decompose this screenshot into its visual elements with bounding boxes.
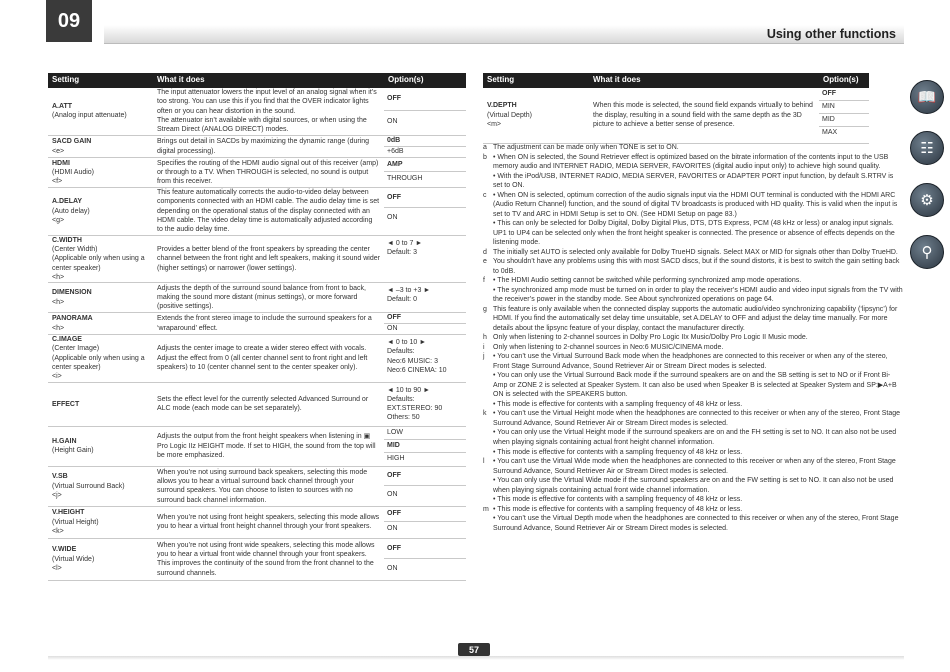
setting-subtitle: (Center Width): [52, 245, 98, 253]
setting-options: [384, 506, 466, 538]
footnote: [483, 457, 903, 505]
setting-subtitle: <j>: [52, 491, 62, 499]
search-icon[interactable]: ⚲: [910, 235, 944, 269]
footnote-text: [493, 457, 903, 505]
option-value: AMP: [384, 158, 466, 172]
option-value: ◄ 10 to 90 ► Defaults: EXT.STEREO: 90 Others: 50: [387, 386, 443, 422]
setting-name-cell: [48, 283, 153, 313]
setting-options: [384, 538, 466, 580]
footnote-letter: k: [483, 410, 487, 418]
footnote-paragraph: • This mode is effective for contents with a sampling frequency of 48 kHz or less.: [493, 448, 743, 456]
setting-subtitle: (Virtual Depth): [487, 111, 533, 119]
option-value: ◄ 0 to 10 ► Defaults: Neo:6 MUSIC: 3 Neo:6 CINEMA: 10: [387, 339, 447, 374]
footnote-text: [493, 257, 903, 276]
setting-options: [384, 335, 466, 382]
settings-table-right: [483, 73, 869, 144]
setting-name: HDMI: [52, 159, 70, 167]
setting-name-cell: [48, 136, 153, 158]
footnote-letter: a: [483, 144, 487, 151]
option-value: MID: [819, 114, 869, 127]
footnote-paragraph: Only when listening to 2-channel sources in Dolby Pro Logic IIx Music/Dolby Pro Logic II Music mode.: [493, 334, 808, 342]
header-what-it-does: What it does: [589, 73, 819, 88]
footnote-letter: b: [483, 153, 487, 161]
footnote-letter: h: [483, 334, 487, 342]
footnote-paragraph: • This mode is effective for contents with a sampling frequency of 48 kHz or less.: [493, 505, 743, 513]
setting-name: V.WIDE: [52, 546, 77, 554]
footnote-text: [493, 305, 903, 334]
option-value: OFF: [384, 313, 466, 324]
footnote-paragraph: • You can only use the Virtual Wide mode if the surround speakers are on and the FW setting is set to NO. It can also not be used when playing signals containing actual front wide channel information.: [493, 477, 894, 494]
setting-subtitle: <m>: [487, 121, 502, 129]
footnote-letter: i: [483, 343, 485, 351]
footer-bar: [48, 656, 904, 660]
setting-subtitle: (Applicable only when using a center speaker): [52, 255, 145, 272]
footnote-letter: d: [483, 248, 487, 256]
footnote: [483, 257, 903, 276]
setting-description: The input attenuator lowers the input level of an analog signal when it’s too strong. You can use this if you find that the OVER indicator lights often or you can hear distortion in the sound. The attenuator isn’t available with digital sources, or when using the Stream Direct (ANALOG DIRECT) modes.: [153, 88, 384, 136]
setting-name: PANORAMA: [52, 315, 93, 323]
option-value: THROUGH: [387, 174, 423, 182]
page-number: 57: [458, 643, 490, 656]
setting-options: [384, 283, 466, 313]
setting-row: [48, 506, 466, 538]
option-value: ON: [387, 213, 398, 221]
option-value: ON: [387, 564, 398, 572]
footnote-paragraph: The adjustment can be made only when TONE is set to ON.: [493, 144, 679, 151]
setting-name: DIMENSION: [52, 289, 92, 297]
settings-table-left: [48, 73, 466, 581]
header-setting: Setting: [48, 73, 153, 88]
option-value: ON: [387, 525, 398, 533]
footnote-paragraph: • You can’t use the Virtual Depth mode when the headphones are connected to this receiver or when any of the stereo, Front Stage Surround Advance, Sound Retriever Air or Stream Direct modes is selected.: [493, 515, 899, 532]
option-value: ON: [387, 491, 398, 499]
setting-name-cell: [48, 538, 153, 580]
setting-name: V.DEPTH: [487, 102, 517, 110]
option-value: MIN: [819, 101, 869, 114]
footnote-letter: j: [483, 353, 485, 361]
setting-name-cell: [48, 335, 153, 382]
chapter-number: 09: [46, 0, 92, 42]
option-value: +6dB: [387, 148, 404, 156]
footnote-paragraph: • You can’t use the Virtual Height mode when the headphones are connected to this receiver or when any of the stereo, Front Stage Surround Advance, Sound Retriever Air or Stream Direct modes is selected.: [493, 410, 901, 427]
footnote-paragraph: • The HDMI Audio setting cannot be switched while performing synchronized amp mode operations.: [493, 277, 802, 285]
footnote-paragraph: The initially set AUTO is selected only available for Dolby TrueHD signals. Select MAX or MID for signals other than Dolby TrueHD.: [493, 248, 898, 256]
setting-name-cell: [48, 188, 153, 235]
setting-row: [48, 538, 466, 580]
setting-row: [48, 88, 466, 136]
footnote: [483, 153, 903, 191]
setting-row: [48, 313, 466, 335]
footnote-letter: l: [483, 458, 485, 466]
footnote-paragraph: • When ON is selected, the Sound Retriever effect is optimized based on the bitrate information of the contents input to the USB memory audio and INTERNET RADIO, MEDIA SERVER, FAVORITES (digital audio input only) to achieve high sound quality.: [493, 153, 889, 171]
footnote-paragraph: • You can only use the Virtual Surround Back mode if the surround speakers are on and the SB setting is set to NO or if Front Bi-Amp or ZONE 2 is selected at Speaker System. It can also be used when Speaker B is selected at Speaker System and SP:▶A+B ON is selected with the SPEAKERS button.: [493, 372, 897, 399]
setting-row: [48, 283, 466, 313]
option-value: HIGH: [387, 455, 405, 463]
setting-description: When you’re not using front height speakers, selecting this mode allows you to hear a virtual front height channel through your front speakers.: [153, 506, 384, 538]
footnote-paragraph: • You can’t use the Virtual Wide mode when the headphones are connected to this receiver or when any of the stereo, Front Stage Surround Advance, Sound Retriever Air or Stream Direct modes is selected.: [493, 458, 896, 475]
setting-subtitle: <h>: [52, 324, 65, 332]
footnote: [483, 352, 903, 409]
footnote-paragraph: • You can’t use the Virtual Surround Back mode when the headphones are connected to this receiver or when any of the stereo, Front Stage Surround Advance, Sound Retriever Air or Stream Direct modes is selected.: [493, 353, 888, 370]
setting-row: [48, 188, 466, 235]
setting-name-cell: [48, 506, 153, 538]
footnote-paragraph: • You can only use the Virtual Height mode if the surround speakers are on and the FH setting is set to NO. It can also not be used when playing signals containing actual front height channel information.: [493, 429, 897, 446]
setting-options: [384, 426, 466, 466]
footnote-text: [493, 343, 903, 353]
option-value: OFF: [819, 88, 869, 101]
setting-name: H.GAIN: [52, 437, 77, 445]
footnote-text: [493, 248, 903, 258]
setting-name: C.WIDTH: [52, 236, 82, 244]
footnote: [483, 333, 903, 343]
footnote-text: [493, 191, 903, 248]
setting-subtitle: <l>: [52, 564, 62, 572]
setting-description: This feature automatically corrects the audio-to-video delay between components connected with an HDMI cable. The audio delay time is set depending on the operational status of the display connected with an HDMI cable. The video delay time is automatically adjusted according to the audio delay time.: [153, 188, 384, 235]
option-value: OFF: [384, 507, 466, 522]
setting-options: [384, 136, 466, 158]
footnote-paragraph: • This mode is effective for contents with a sampling frequency of 48 kHz or less.: [493, 400, 743, 408]
option-value: OFF: [384, 467, 466, 486]
setting-subtitle: <f>: [52, 178, 63, 186]
setting-options: [384, 188, 466, 235]
setting-description: Specifies the routing of the HDMI audio signal out of this receiver (amp) or through to a TV. When THROUGH is selected, no sound is output from this receiver.: [153, 158, 384, 188]
setting-subtitle: (Virtual Wide): [52, 555, 95, 563]
setting-row: [48, 382, 466, 426]
footnote-text: [493, 409, 903, 457]
setting-name-cell: [48, 466, 153, 506]
footnote-paragraph: • When ON is selected, optimum correction of the audio signals input via the HDMI OUT terminal is conducted with the HDMI ARC (Audio Return Channel) function, and the sound of digital TV broadcasts is produced with HD quality. This is valid when the input is set to TV and ARC in HDMI Setup is set to ON. (See HDMI Setup on page 83.): [493, 191, 898, 218]
setting-description: Adjusts the center image to create a wider stereo effect with vocals. Adjust the effect from 0 (all center channel sent to front right and left speakers) to 10 (center channel sent to the center speaker only).: [153, 335, 384, 382]
option-value: OFF: [384, 188, 466, 208]
setting-name-cell: [48, 426, 153, 466]
footnote-letter: e: [483, 258, 487, 266]
footnote-paragraph: • This mode is effective for contents with a sampling frequency of 48 kHz or less.: [493, 496, 743, 504]
option-value: ON: [387, 117, 398, 125]
footnote-text: [493, 505, 903, 534]
setting-name-cell: [48, 313, 153, 335]
footnote-text: [493, 153, 903, 191]
footnote-text: [493, 333, 903, 343]
setting-description: Sets the effect level for the currently selected Advanced Surround or ALC mode (each mode can be set separately).: [153, 382, 384, 426]
footnote-paragraph: Only when listening to 2-channel sources in Neo:6 MUSIC/CINEMA mode.: [493, 343, 724, 351]
option-value: 0dB: [384, 136, 466, 147]
footnote: [483, 343, 903, 353]
setting-description: Brings out detail in SACDs by maximizing the dynamic range (during digital processing).: [153, 136, 384, 158]
setting-description: When you’re not using surround back speakers, selecting this mode allows you to hear a virtual surround back channel through your surround speakers. You can choose to listen to sources with no surround back channel information.: [153, 466, 384, 506]
setting-options: [384, 313, 466, 335]
setting-name: V.HEIGHT: [52, 509, 85, 517]
setting-name-cell: [48, 235, 153, 282]
footnote-paragraph: • The synchronized amp mode must be turned on in order to play the receiver’s HDMI audio and video input signals from the TV with the receiver’s power in the standby mode. See About synchronized operations on page 64.: [493, 286, 903, 304]
footnote: [483, 191, 903, 248]
page-title: Using other functions: [766, 27, 896, 41]
setting-subtitle: <k>: [52, 527, 64, 535]
option-value: ON: [387, 325, 398, 333]
footnotes: [483, 143, 903, 533]
footnote: [483, 505, 903, 534]
setting-description: Provides a better blend of the front speakers by spreading the center channel between the front right and left speakers, making it sound wider (higher settings) or narrower (lower settings).: [153, 235, 384, 282]
setting-subtitle: (Center Image): [52, 345, 100, 353]
footnote-paragraph: This feature is only available when the connected display supports the automatic audio/video synchronizing capability (‘lipsync’) for HDMI. If you find the automatically set delay time unsuitable, set A.DELAY to OFF and adjust the delay time manually. For more details about the lipsync feature of your display, contact the manufacturer directly.: [493, 305, 898, 332]
option-value: OFF: [384, 88, 466, 111]
setting-name-cell: [48, 382, 153, 426]
footnote-paragraph: You shouldn’t have any problems using this with most SACD discs, but if the sound distorts, it is best to switch the gain setting back to 0dB.: [493, 258, 900, 275]
header-options: Option(s): [819, 73, 869, 88]
setting-options: [384, 88, 466, 136]
setting-options: [384, 466, 466, 506]
footnote-text: [493, 143, 903, 153]
setting-row: [48, 136, 466, 158]
footnote: [483, 276, 903, 305]
footnote-paragraph: UP1 to UP4 can be selected only when the front height speaker is connected. The presence or absence of effects depends on the listening mode.: [493, 229, 895, 247]
setting-description: When this mode is selected, the sound field expands virtually to behind the display, resulting in a sound field with the same depth as the 3D picture to achieve a better sense of presence.: [589, 88, 819, 144]
setting-subtitle: (Height Gain): [52, 447, 94, 455]
book-icon[interactable]: 📖: [910, 80, 944, 114]
footnote-paragraph: • With the iPod/USB, INTERNET RADIO, MEDIA SERVER, FAVORITES or ADAPTER PORT input function, by default S.RTRV is set to ON.: [493, 172, 894, 190]
setting-row: [483, 88, 869, 144]
setting-name: C.IMAGE: [52, 336, 82, 344]
setting-name-cell: [483, 88, 589, 144]
setting-description: Adjusts the output from the front height speakers when listening in ▣ Pro Logic IIz HEIGHT mode. If set to HIGH, the sound from the top will be more emphasized.: [153, 426, 384, 466]
setting-subtitle: <h>: [52, 298, 65, 306]
setting-name: SACD GAIN: [52, 138, 92, 146]
setting-row: [48, 466, 466, 506]
option-value: ◄ 0 to 7 ► Default: 3: [387, 239, 423, 256]
option-value: LOW: [384, 427, 466, 440]
setting-name: A.DELAY: [52, 198, 83, 206]
setting-row: [48, 426, 466, 466]
setting-description: Extends the front stereo image to include the surround speakers for a ‘wraparound’ effect.: [153, 313, 384, 335]
footnote: [483, 143, 903, 153]
setting-name: V.SB: [52, 473, 68, 481]
option-value: MAX: [822, 128, 838, 136]
setting-name-cell: [48, 158, 153, 188]
footnote-text: [493, 276, 903, 305]
footnote-letter: g: [483, 305, 487, 313]
setting-options: [384, 158, 466, 188]
footnote: [483, 409, 903, 457]
setting-subtitle: <g>: [52, 217, 65, 225]
setting-subtitle: (Virtual Height): [52, 518, 99, 526]
footnote-letter: f: [483, 277, 485, 285]
tools-icon[interactable]: ⚙: [910, 183, 944, 217]
setting-subtitle: (Applicable only when using a center speaker): [52, 354, 145, 371]
header-what-it-does: What it does: [153, 73, 384, 88]
setting-row: [48, 335, 466, 382]
setting-description: When you’re not using front wide speakers, selecting this mode allows you to hear a virtual front wide channel through your front speakers. This improves the continuity of the sound from the front channel to the surround channels.: [153, 538, 384, 580]
setting-options: [384, 235, 466, 282]
setting-options: [384, 382, 466, 426]
setting-subtitle: <i>: [52, 373, 62, 381]
footnote-letter: m: [483, 505, 489, 513]
setting-subtitle: (HDMI Audio): [52, 168, 95, 176]
setting-name: A.ATT: [52, 103, 73, 111]
setting-subtitle: <e>: [52, 147, 65, 155]
footnote: [483, 305, 903, 334]
setting-row: [48, 235, 466, 282]
footnote-paragraph: • This can only be selected for Dolby Digital, Dolby Digital Plus, DTS, DTS Express, PCM (48 kHz or less) or analog input signals.: [493, 220, 894, 228]
setting-subtitle: (Analog input attenuate): [52, 112, 127, 120]
footnote: [483, 248, 903, 258]
setting-subtitle: <h>: [52, 273, 65, 281]
setting-options: [819, 88, 869, 144]
remote-control-icon[interactable]: ☷: [910, 131, 944, 165]
setting-subtitle: (Virtual Surround Back): [52, 482, 125, 490]
footnote-text: [493, 352, 903, 409]
footnote-letter: c: [483, 191, 487, 199]
header-options: Option(s): [384, 73, 466, 88]
option-value: ◄ –3 to +3 ► Default: 0: [387, 287, 431, 304]
setting-description: Adjusts the depth of the surround sound balance from front to back, making the sound more distant (minus settings), or more forward (positive settings).: [153, 283, 384, 313]
setting-row: [48, 158, 466, 188]
option-value: MID: [384, 440, 466, 453]
setting-name-cell: [48, 88, 153, 136]
header-setting: Setting: [483, 73, 589, 88]
setting-name: EFFECT: [52, 400, 80, 408]
option-value: OFF: [384, 539, 466, 559]
setting-subtitle: (Auto delay): [52, 207, 90, 215]
